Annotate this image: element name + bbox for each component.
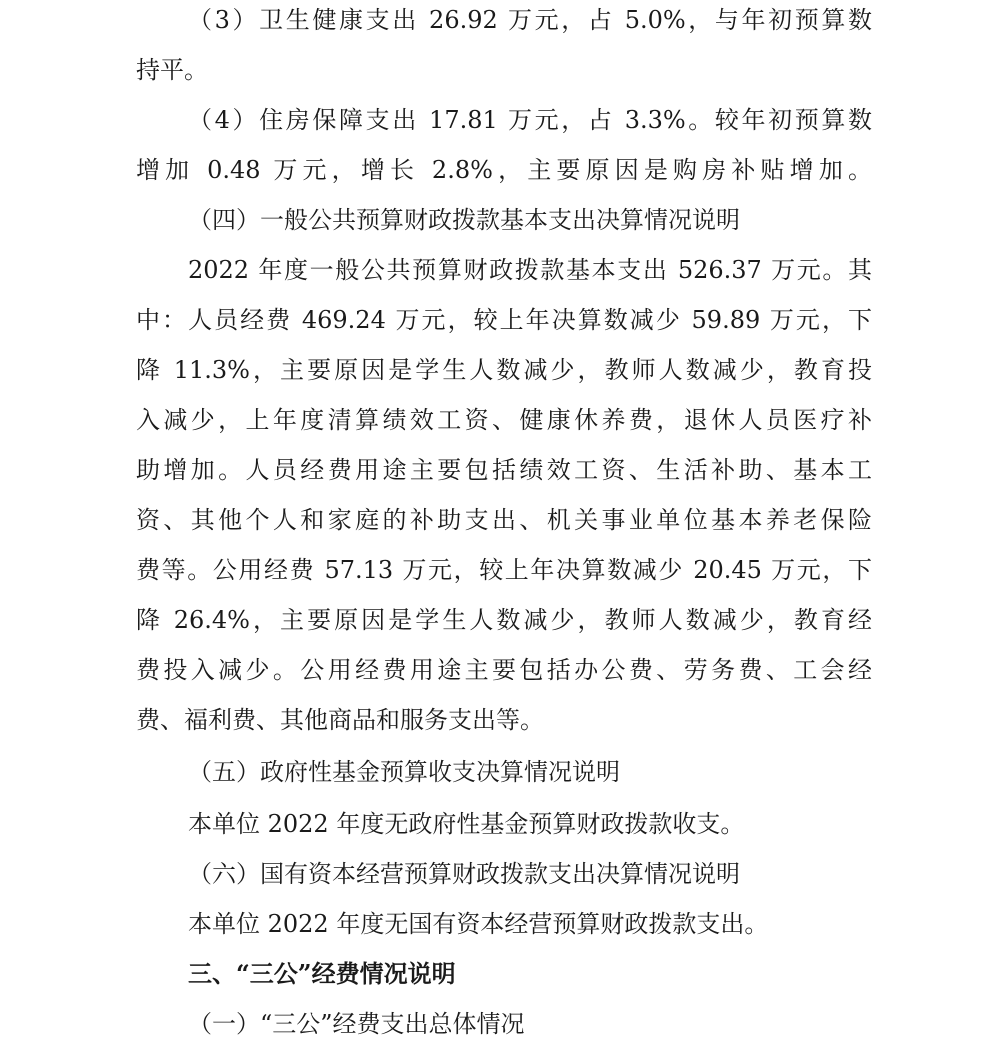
section-heading: （一）“三公”经费支出总体情况	[188, 1010, 525, 1038]
paragraph-line: 增加 0.48 万元，增长 2.8%，主要原因是购房补贴增加。	[136, 156, 872, 184]
paragraph-line: 入减少，上年度清算绩效工资、健康休养费，退休人员医疗补	[136, 406, 872, 434]
paragraph-line: 资、其他个人和家庭的补助支出、机关事业单位基本养老保险	[136, 506, 872, 534]
paragraph-line: 费等。公用经费 57.13 万元，较上年决算数减少 20.45 万元，下	[136, 556, 872, 584]
paragraph-line: 2022 年度一般公共预算财政拨款基本支出 526.37 万元。其	[188, 256, 872, 284]
section-heading: （五）政府性基金预算收支决算情况说明	[188, 758, 620, 786]
paragraph-line: 费投入减少。公用经费用途主要包括办公费、劳务费、工会经	[136, 656, 872, 684]
paragraph-line: （3）卫生健康支出 26.92 万元，占 5.0%，与年初预算数	[188, 6, 872, 34]
chapter-heading: 三、“三公”经费情况说明	[188, 959, 456, 988]
paragraph-line: 降 26.4%，主要原因是学生人数减少，教师人数减少，教育经	[136, 606, 872, 634]
paragraph-line: （4）住房保障支出 17.81 万元，占 3.3%。较年初预算数	[188, 106, 872, 134]
paragraph-line: 费、福利费、其他商品和服务支出等。	[136, 706, 544, 734]
paragraph-line: 助增加。人员经费用途主要包括绩效工资、生活补助、基本工	[136, 456, 872, 484]
section-heading: （四）一般公共预算财政拨款基本支出决算情况说明	[188, 206, 740, 234]
section-heading: （六）国有资本经营预算财政拨款支出决算情况说明	[188, 860, 740, 888]
paragraph-line: 降 11.3%，主要原因是学生人数减少，教师人数减少，教育投	[136, 356, 872, 384]
paragraph-line: 本单位 2022 年度无国有资本经营预算财政拨款支出。	[188, 910, 769, 938]
paragraph-line: 本单位 2022 年度无政府性基金预算财政拨款收支。	[188, 810, 745, 838]
paragraph-line: 持平。	[136, 56, 208, 84]
paragraph-line: 中：人员经费 469.24 万元，较上年决算数减少 59.89 万元，下	[136, 306, 872, 334]
